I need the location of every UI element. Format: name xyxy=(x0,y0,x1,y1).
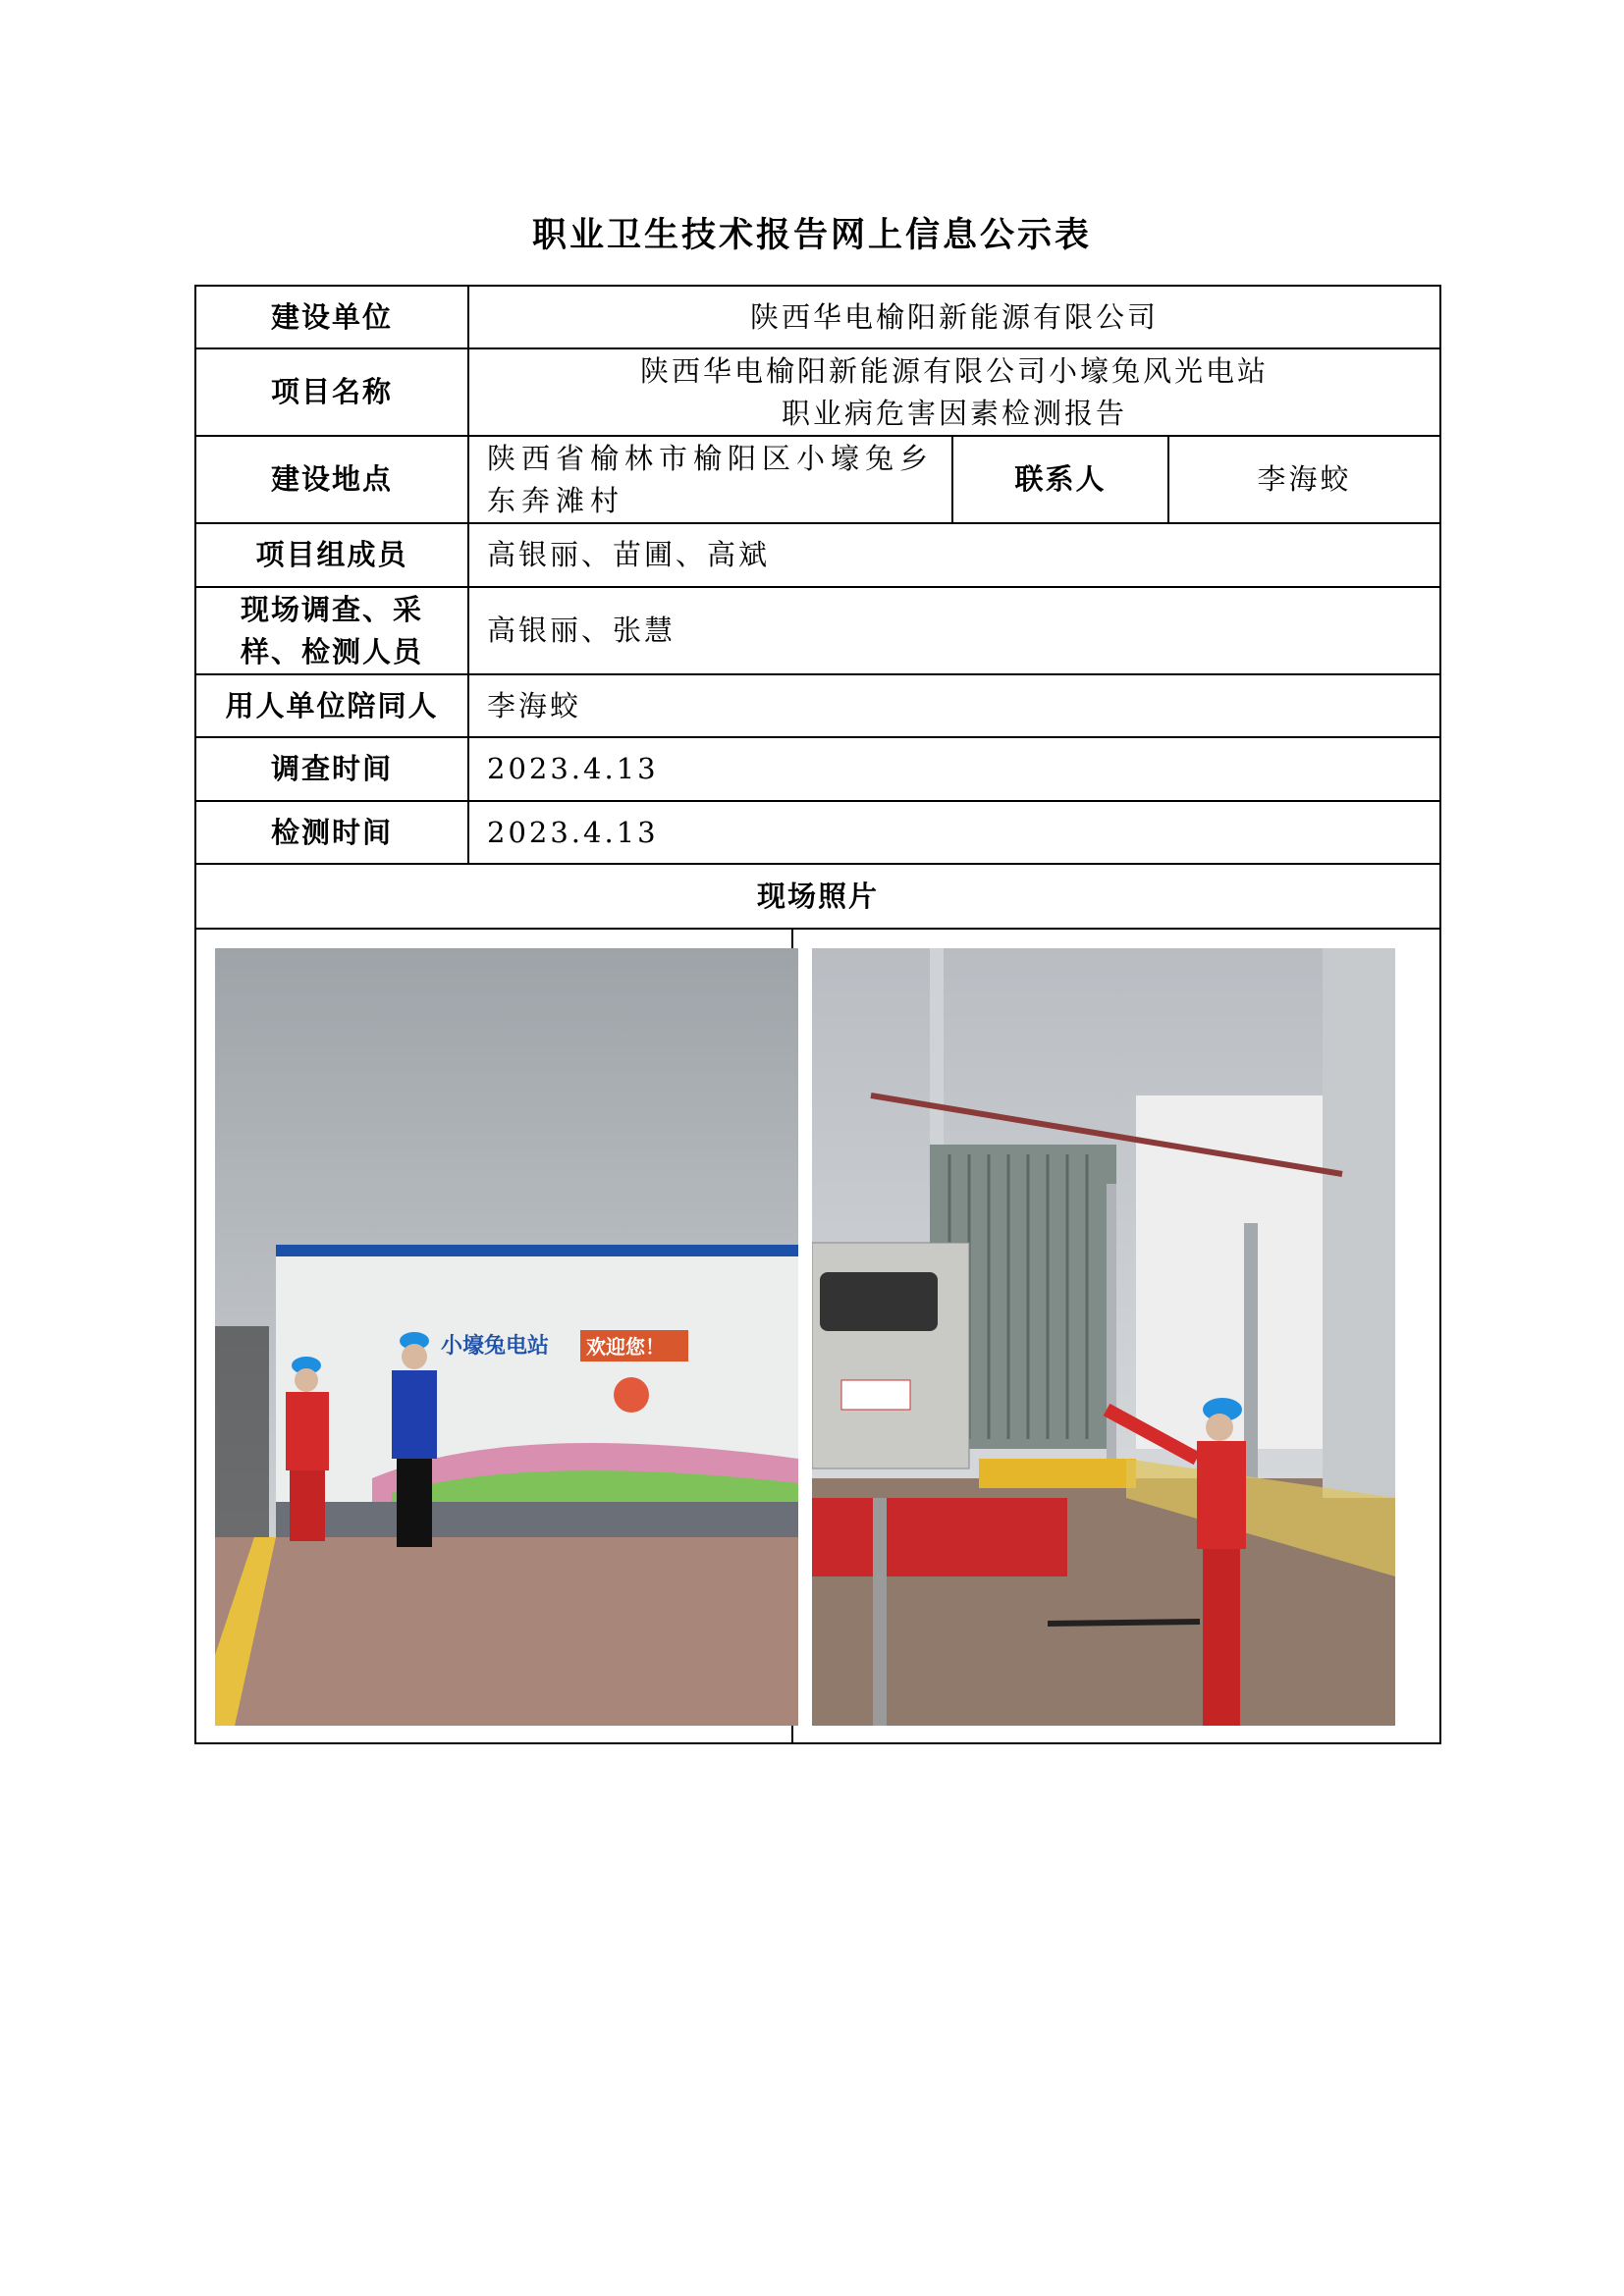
contact-label: 联系人 xyxy=(952,436,1168,523)
project-value xyxy=(468,348,1440,436)
contact-value: 李海蛟 xyxy=(1168,436,1440,523)
photo-cell-left xyxy=(195,929,792,1743)
escort-value: 李海蛟 xyxy=(468,674,1440,737)
info-table xyxy=(194,285,1441,1744)
location-value-line2: 东奔滩村 xyxy=(487,483,625,517)
test-time-value: 2023.4.13 xyxy=(468,801,1440,864)
field-staff-label-line1: 现场调查、采 xyxy=(240,592,423,626)
row-test-time xyxy=(195,801,1440,864)
sign-welcome: 欢迎您！ xyxy=(586,1334,665,1359)
survey-time-label: 调查时间 xyxy=(195,737,468,801)
row-unit xyxy=(195,286,1440,348)
row-field-staff xyxy=(195,587,1440,674)
site-photo-entrance xyxy=(215,948,798,1726)
photos-header: 现场照片 xyxy=(195,864,1440,929)
photo-cell-right xyxy=(792,929,1440,1743)
field-staff-label xyxy=(195,587,468,674)
test-time-label: 检测时间 xyxy=(195,801,468,864)
project-value-line1: 陕西华电榆阳新能源有限公司小壕兔风光电站 xyxy=(640,353,1270,388)
location-value xyxy=(468,436,952,523)
row-members xyxy=(195,523,1440,587)
row-project xyxy=(195,348,1440,436)
members-label: 项目组成员 xyxy=(195,523,468,587)
page-title: 职业卫生技术报告网上信息公示表 xyxy=(531,215,1092,255)
location-value-line1: 陕西省榆林市榆阳区小壕兔乡 xyxy=(487,441,935,475)
location-label: 建设地点 xyxy=(195,436,468,523)
field-staff-value: 高银丽、张慧 xyxy=(468,587,1440,674)
project-label: 项目名称 xyxy=(195,348,468,436)
row-survey-time xyxy=(195,737,1440,801)
field-staff-label-line2: 样、检测人员 xyxy=(240,634,423,668)
members-value: 高银丽、苗圃、高斌 xyxy=(468,523,1440,587)
row-photos-header xyxy=(195,864,1440,929)
unit-value: 陕西华电榆阳新能源有限公司 xyxy=(468,286,1440,348)
row-photos xyxy=(195,929,1440,1743)
unit-label: 建设单位 xyxy=(195,286,468,348)
site-photo-transformer xyxy=(812,948,1395,1726)
escort-label: 用人单位陪同人 xyxy=(195,674,468,737)
survey-time-value: 2023.4.13 xyxy=(468,737,1440,801)
row-escort xyxy=(195,674,1440,737)
sign-station-name: 小壕兔电站 xyxy=(441,1333,550,1359)
project-value-line2: 职业病危害因素检测报告 xyxy=(782,396,1128,430)
row-location xyxy=(195,436,1440,523)
